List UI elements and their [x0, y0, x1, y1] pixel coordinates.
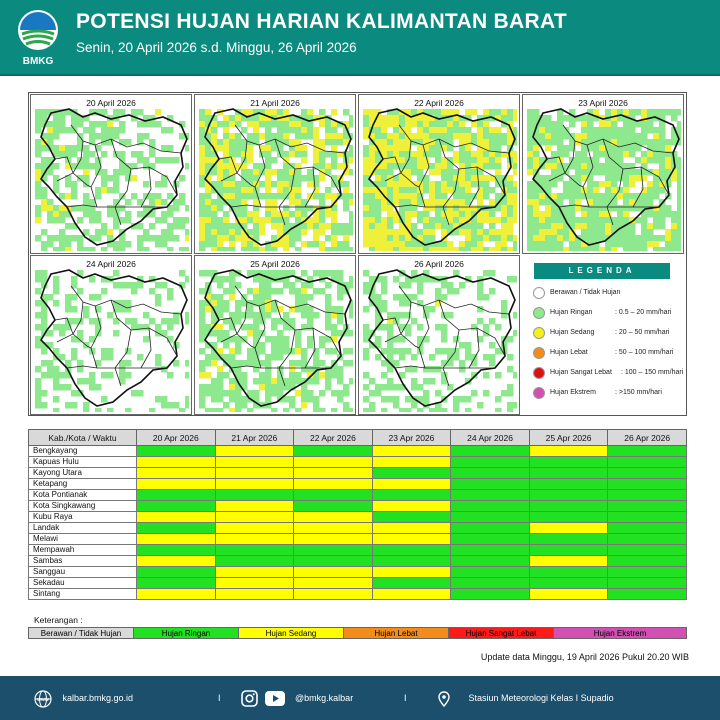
forecast-cell	[137, 446, 216, 457]
forecast-cell	[137, 479, 216, 490]
forecast-cell	[294, 534, 373, 545]
forecast-cell	[294, 556, 373, 567]
forecast-cell	[608, 512, 687, 523]
map-date-label: 20 April 2026	[86, 98, 136, 108]
forecast-cell	[215, 512, 294, 523]
keterangan-label: Keterangan :	[34, 615, 83, 625]
forecast-cell	[529, 446, 608, 457]
legend-swatch	[533, 327, 545, 339]
legend-range: : 50 – 100 mm/hari	[615, 349, 674, 356]
forecast-cell	[529, 534, 608, 545]
keterangan-row	[28, 627, 687, 639]
forecast-cell	[451, 490, 530, 501]
legend-name: Berawan / Tidak Hujan	[550, 289, 621, 296]
forecast-cell	[529, 490, 608, 501]
forecast-cell	[137, 523, 216, 534]
date-header: 26 Apr 2026	[608, 430, 687, 446]
bmkg-logo-icon	[14, 8, 62, 68]
forecast-cell	[137, 457, 216, 468]
header-bar	[0, 0, 720, 76]
rainfall-map	[195, 95, 356, 254]
map-date-label: 25 April 2026	[250, 259, 300, 269]
rainfall-map	[31, 256, 192, 415]
footer-social[interactable]	[241, 676, 353, 720]
forecast-cell	[608, 446, 687, 457]
region-name: Ketapang	[29, 479, 137, 490]
forecast-cell	[215, 545, 294, 556]
table-row	[29, 490, 687, 501]
date-header: 25 Apr 2026	[529, 430, 608, 446]
forecast-cell	[372, 589, 451, 600]
forecast-cell	[294, 567, 373, 578]
table-row	[29, 556, 687, 567]
forecast-cell	[529, 457, 608, 468]
forecast-table	[28, 429, 687, 600]
forecast-cell	[137, 534, 216, 545]
legend-swatch	[533, 287, 545, 299]
forecast-cell	[294, 589, 373, 600]
table-row	[29, 479, 687, 490]
region-name: Sekadau	[29, 578, 137, 589]
forecast-cell	[215, 479, 294, 490]
legend-item	[533, 367, 683, 381]
legend-range: : >150 mm/hari	[615, 389, 662, 396]
keterangan-item: Hujan Ekstrem	[553, 627, 687, 639]
forecast-cell	[137, 589, 216, 600]
forecast-cell	[215, 468, 294, 479]
forecast-cell	[372, 556, 451, 567]
forecast-cell	[608, 501, 687, 512]
legend-item	[533, 387, 683, 401]
footer-station[interactable]	[438, 676, 614, 720]
region-name: Melawi	[29, 534, 137, 545]
forecast-cell	[294, 501, 373, 512]
forecast-cell	[451, 479, 530, 490]
legend-item	[533, 287, 683, 301]
forecast-cell	[529, 556, 608, 567]
date-header: 22 Apr 2026	[294, 430, 373, 446]
forecast-cell	[451, 589, 530, 600]
rainfall-map	[359, 95, 520, 254]
forecast-cell	[451, 534, 530, 545]
forecast-cell	[215, 534, 294, 545]
forecast-cell	[608, 479, 687, 490]
map-panel	[358, 255, 520, 415]
forecast-cell	[608, 578, 687, 589]
forecast-cell	[294, 468, 373, 479]
forecast-cell	[137, 545, 216, 556]
globe-icon	[34, 690, 52, 708]
forecast-cell	[215, 501, 294, 512]
page-subtitle: Senin, 20 April 2026 s.d. Minggu, 26 April 2026	[76, 40, 357, 55]
region-name: Sanggau	[29, 567, 137, 578]
forecast-cell	[372, 567, 451, 578]
forecast-cell	[372, 479, 451, 490]
forecast-cell	[215, 446, 294, 457]
region-name: Kapuas Hulu	[29, 457, 137, 468]
table-row	[29, 545, 687, 556]
legend-name: Hujan Ringan	[550, 309, 593, 316]
forecast-cell	[137, 490, 216, 501]
forecast-cell	[529, 545, 608, 556]
forecast-cell	[372, 512, 451, 523]
forecast-cell	[529, 501, 608, 512]
legend-range: : 100 – 150 mm/hari	[621, 369, 684, 376]
region-name: Kubu Raya	[29, 512, 137, 523]
forecast-cell	[608, 567, 687, 578]
region-name: Kayong Utara	[29, 468, 137, 479]
forecast-cell	[608, 490, 687, 501]
forecast-cell	[608, 545, 687, 556]
table-row	[29, 578, 687, 589]
map-date-label: 23 April 2026	[578, 98, 628, 108]
forecast-cell	[294, 512, 373, 523]
keterangan-item: Hujan Sangat Lebat	[448, 627, 554, 639]
forecast-cell	[294, 578, 373, 589]
forecast-cell	[137, 556, 216, 567]
keterangan-item: Berawan / Tidak Hujan	[28, 627, 134, 639]
forecast-cell	[451, 545, 530, 556]
forecast-cell	[137, 468, 216, 479]
forecast-cell	[529, 567, 608, 578]
legend-name: Hujan Lebat	[550, 349, 588, 356]
forecast-cell	[451, 512, 530, 523]
rainfall-map	[523, 95, 684, 254]
legend-name: Hujan Sedang	[550, 329, 595, 336]
forecast-cell	[215, 457, 294, 468]
date-header: 23 Apr 2026	[372, 430, 451, 446]
forecast-cell	[372, 490, 451, 501]
forecast-cell	[529, 468, 608, 479]
map-panel	[30, 94, 192, 254]
footer-separator: I	[218, 693, 221, 703]
legend-range: : 0.5 – 20 mm/hari	[615, 309, 672, 316]
legend-swatch	[533, 367, 545, 379]
station-label: Stasiun Meteorologi Kelas I Supadio	[468, 693, 614, 703]
table-row	[29, 567, 687, 578]
forecast-cell	[608, 556, 687, 567]
rainfall-map	[195, 256, 356, 415]
forecast-cell	[529, 512, 608, 523]
region-name: Landak	[29, 523, 137, 534]
map-date-label: 26 April 2026	[414, 259, 464, 269]
forecast-cell	[608, 523, 687, 534]
date-header: 20 Apr 2026	[137, 430, 216, 446]
www-label: www	[37, 696, 49, 703]
forecast-cell	[451, 556, 530, 567]
forecast-cell	[215, 578, 294, 589]
forecast-cell	[451, 446, 530, 457]
table-header-row	[29, 430, 687, 446]
forecast-cell	[215, 567, 294, 578]
legend-item	[533, 327, 683, 341]
forecast-cell	[529, 578, 608, 589]
forecast-cell	[137, 567, 216, 578]
map-date-label: 21 April 2026	[250, 98, 300, 108]
rainfall-map	[31, 95, 192, 254]
map-panel	[30, 255, 192, 415]
forecast-cell	[215, 556, 294, 567]
forecast-cell	[372, 468, 451, 479]
legend-panel	[521, 255, 683, 415]
map-panel	[194, 255, 356, 415]
forecast-cell	[451, 567, 530, 578]
legend-title: LEGENDA	[534, 263, 670, 279]
legend-swatch	[533, 307, 545, 319]
legend-item	[533, 347, 683, 361]
table-row	[29, 457, 687, 468]
map-panel	[522, 94, 684, 254]
forecast-cell	[451, 578, 530, 589]
map-date-label: 24 April 2026	[86, 259, 136, 269]
forecast-cell	[608, 457, 687, 468]
forecast-cell	[451, 457, 530, 468]
forecast-cell	[372, 578, 451, 589]
forecast-cell	[608, 534, 687, 545]
update-timestamp: Update data Minggu, 19 April 2026 Pukul 20.20 WIB	[480, 652, 689, 662]
region-name: Sambas	[29, 556, 137, 567]
forecast-cell	[215, 490, 294, 501]
map-panel	[194, 94, 356, 254]
forecast-cell	[372, 534, 451, 545]
page-title: POTENSI HUJAN HARIAN KALIMANTAN BARAT	[76, 10, 567, 33]
forecast-cell	[372, 523, 451, 534]
region-name: Sintang	[29, 589, 137, 600]
logo-text: BMKG	[22, 56, 54, 67]
forecast-cell	[372, 545, 451, 556]
region-name: Kota Singkawang	[29, 501, 137, 512]
legend-name: Hujan Ekstrem	[550, 389, 596, 396]
forecast-cell	[451, 468, 530, 479]
forecast-cell	[372, 457, 451, 468]
forecast-cell	[529, 479, 608, 490]
forecast-cell	[294, 479, 373, 490]
forecast-cell	[294, 545, 373, 556]
forecast-cell	[451, 523, 530, 534]
forecast-cell	[372, 501, 451, 512]
table-row	[29, 446, 687, 457]
region-name: Kota Pontianak	[29, 490, 137, 501]
rainfall-map	[359, 256, 520, 415]
forecast-cell	[372, 446, 451, 457]
forecast-cell	[215, 589, 294, 600]
legend-item	[533, 307, 683, 321]
youtube-icon	[265, 691, 285, 706]
legend-range: : 20 – 50 mm/hari	[615, 329, 670, 336]
keterangan-item: Hujan Ringan	[133, 627, 239, 639]
region-name: Mempawah	[29, 545, 137, 556]
region-header: Kab./Kota / Waktu	[29, 430, 137, 446]
forecast-cell	[294, 457, 373, 468]
footer-bar	[0, 676, 720, 720]
forecast-cell	[451, 501, 530, 512]
forecast-cell	[137, 501, 216, 512]
forecast-cell	[294, 446, 373, 457]
keterangan-item: Hujan Sedang	[238, 627, 344, 639]
forecast-cell	[529, 589, 608, 600]
forecast-cell	[608, 468, 687, 479]
forecast-cell	[215, 523, 294, 534]
table-row	[29, 523, 687, 534]
footer-website[interactable]	[34, 676, 133, 720]
table-row	[29, 534, 687, 545]
legend-swatch	[533, 387, 545, 399]
forecast-cell	[294, 490, 373, 501]
footer-separator: I	[404, 693, 407, 703]
instagram-icon	[241, 690, 258, 707]
keterangan-item: Hujan Lebat	[343, 627, 449, 639]
table-row	[29, 468, 687, 479]
region-name: Bengkayang	[29, 446, 137, 457]
legend-name: Hujan Sangat Lebat	[550, 369, 612, 376]
location-pin-icon	[438, 691, 450, 707]
forecast-cell	[608, 589, 687, 600]
table-row	[29, 589, 687, 600]
map-panel	[358, 94, 520, 254]
forecast-cell	[529, 523, 608, 534]
social-label: @bmkg.kalbar	[295, 693, 354, 703]
website-label: kalbar.bmkg.go.id	[62, 693, 134, 703]
forecast-cell	[294, 523, 373, 534]
forecast-cell	[137, 578, 216, 589]
map-date-label: 22 April 2026	[414, 98, 464, 108]
table-row	[29, 501, 687, 512]
date-header: 21 Apr 2026	[215, 430, 294, 446]
table-row	[29, 512, 687, 523]
legend-swatch	[533, 347, 545, 359]
date-header: 24 Apr 2026	[451, 430, 530, 446]
forecast-cell	[137, 512, 216, 523]
